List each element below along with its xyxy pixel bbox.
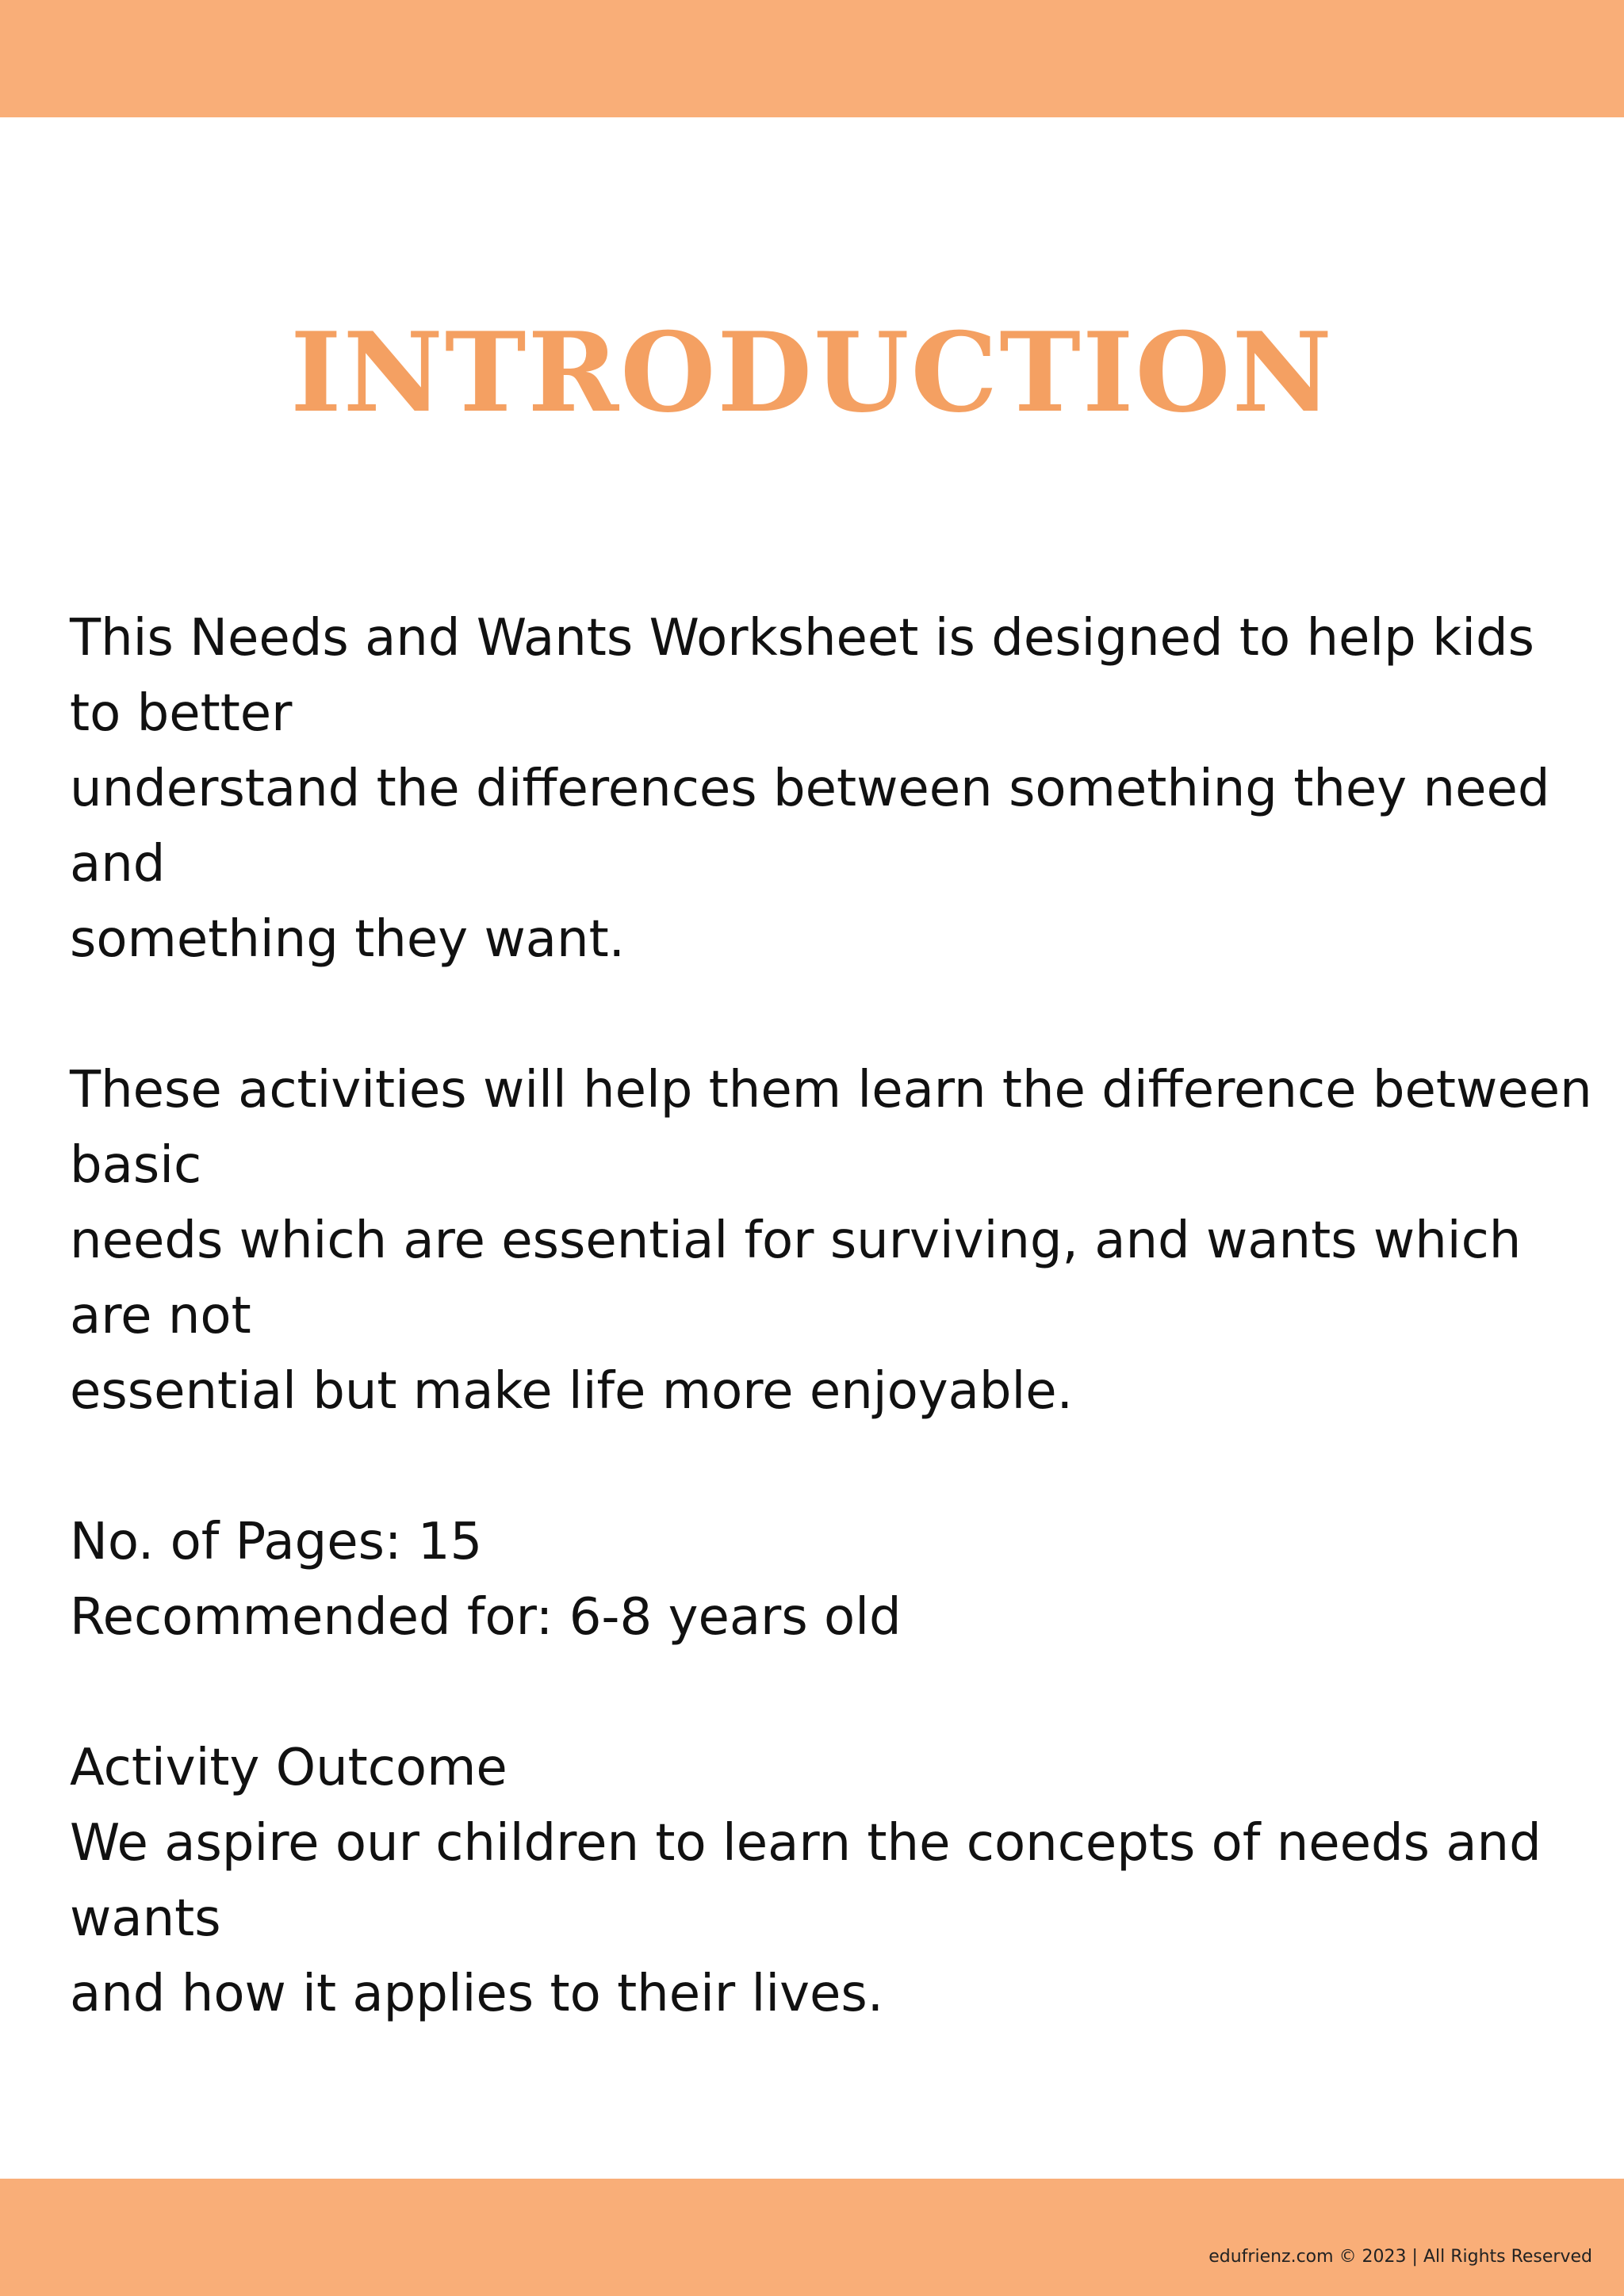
recommended-age: Recommended for: 6-8 years old xyxy=(70,1588,902,1647)
intro-paragraph-2: These activities will help them learn the difference between basic needs which are essential for surviving, and wants which are not essential but make life more enjoyable. xyxy=(70,1061,1592,1421)
pages-count: No. of Pages: 15 xyxy=(70,1513,483,1571)
intro-paragraph-1: This Needs and Wants Worksheet is designed to help kids to better understand the differences between something they need and something they want. xyxy=(70,609,1550,969)
spacer xyxy=(70,978,1600,1053)
bottom-banner xyxy=(0,2179,1624,2296)
outcome-text: We aspire our children to learn the concepts of needs and wants and how it applies to their lives. xyxy=(70,1814,1542,2023)
spacer xyxy=(70,1429,1600,1505)
copyright-footer: edufrienz.com © 2023 | All Rights Reserved xyxy=(1208,2247,1592,2267)
outcome-heading: Activity Outcome xyxy=(70,1739,508,1797)
page-title: INTRODUCTION xyxy=(290,308,1334,437)
main-content xyxy=(70,601,1600,2032)
spacer xyxy=(70,1655,1600,1731)
top-banner xyxy=(0,0,1624,117)
